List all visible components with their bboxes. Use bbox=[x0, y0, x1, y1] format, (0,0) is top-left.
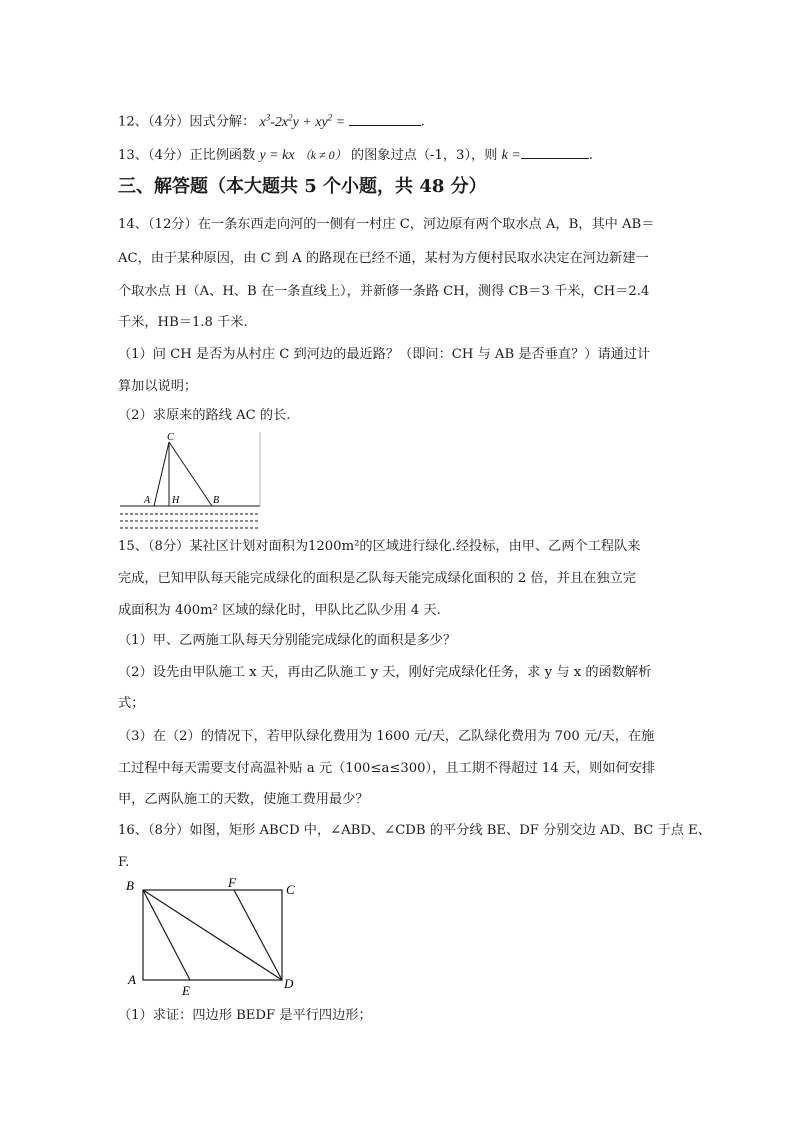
q14-line-3: 个取水点 H（A、H、B 在一条直线上），并新修一条路 CH，测得 CB＝3 千米，CH＝2.4 bbox=[118, 284, 650, 299]
q15-part-1: （1）甲、乙两施工队每天分别能完成绿化的面积是多少？ bbox=[118, 633, 457, 648]
label-B: B bbox=[213, 495, 220, 506]
label-C: C bbox=[167, 432, 174, 443]
q14-line-4: 千米，HB＝1.8 千米. bbox=[118, 315, 248, 330]
q13-number: 13、 bbox=[118, 148, 148, 163]
q13-answer-blank[interactable] bbox=[521, 145, 589, 159]
q15-part-3-b: 工过程中每天需要支付高温补贴 a 元（100≤a≤300），且工期不得超过 14 天，则如何安排 bbox=[118, 761, 656, 776]
q13-stem: 正比例函数 bbox=[189, 148, 256, 163]
q15-line-3: 成面积为 400m² 区域的绿化时，甲队比乙队少用 4 天. bbox=[118, 603, 441, 618]
q13-mid: 的图象过点（-1，3），则 bbox=[350, 148, 498, 163]
q12-score: （4分） bbox=[147, 114, 190, 130]
q16-line-2: F. bbox=[118, 855, 130, 870]
label-B: B bbox=[126, 878, 134, 893]
q15-line-2: 完成，已知甲队每天能完成绿化的面积是乙队每天能完成绿化面积的 2 倍，并且在独立完 bbox=[118, 571, 636, 586]
q12-number: 12、 bbox=[118, 114, 148, 130]
q15-line-1: 15、（8分）某社区计划对面积为1200m²的区域进行绿化.经投标，由甲、乙两个工程队来 bbox=[118, 539, 641, 554]
q12-expression: $x^3-2x^2y + xy^2$ = bbox=[259, 112, 349, 130]
q12-answer-blank[interactable] bbox=[349, 112, 421, 126]
q15-part-3-c: 甲，乙两队施工的天数，使施工费用最少？ bbox=[118, 792, 369, 807]
segment-DF bbox=[234, 890, 282, 980]
label-C: C bbox=[286, 882, 295, 897]
label-E: E bbox=[182, 983, 190, 998]
label-A: A bbox=[144, 495, 151, 506]
label-D: D bbox=[284, 976, 294, 991]
q12-stem: 因式分解： bbox=[189, 114, 256, 130]
q15-part-2-b: 式； bbox=[118, 696, 145, 711]
diagonal-BD bbox=[143, 890, 282, 980]
q14-part-1-b: 算加以说明； bbox=[118, 379, 198, 394]
segment-BE bbox=[143, 890, 190, 980]
q13-condition: （k ≠ 0） bbox=[298, 148, 347, 162]
q16-part-1: （1）求证：四边形 BEDF 是平行四边形； bbox=[118, 1008, 372, 1023]
q15-part-2-a: （2）设先由甲队施工 x 天，再由乙队施工 y 天，刚好完成绿化任务，求 y 与 x 的函数解析 bbox=[118, 665, 652, 680]
q14-part-2: （2）求原来的路线 AC 的长. bbox=[118, 408, 291, 423]
label-F: F bbox=[228, 875, 236, 890]
q15-part-3-a: （3）在（2）的情况下，若甲队绿化费用为 1600 元/天，乙队绿化费用为 700 元/天，在施 bbox=[118, 729, 655, 744]
q16-figure bbox=[118, 872, 308, 1000]
label-A: A bbox=[128, 972, 136, 987]
q14-line-2: AC，由于某种原因，由 C 到 A 的路现在已经不通，某村为方便村民取水决定在河边新建一 bbox=[118, 251, 649, 266]
section-3-heading: 三、解答题（本大题共 5 个小题，共 48 分） bbox=[118, 176, 487, 197]
label-H: H bbox=[172, 495, 180, 506]
q14-part-1-a: （1）问 CH 是否为从村庄 C 到河边的最近路？（即问：CH 与 AB 是否垂直？）请通过计 bbox=[118, 347, 651, 362]
q14-figure bbox=[112, 430, 267, 530]
q12-line: 12、（4分）因式分解： $x^3-2x^2y + xy^2$ = . bbox=[118, 112, 425, 130]
q14-line-1: 14、（12分）在一条东西走向河的一侧有一村庄 C，河边原有两个取水点 A，B，其中 AB＝ bbox=[118, 217, 655, 232]
q13-k-eq: k = bbox=[501, 148, 521, 163]
q13-function: y = kx bbox=[259, 148, 295, 163]
segment-CA bbox=[154, 442, 169, 506]
q13-line: 13、（4分）正比例函数 y = kx （k ≠ 0） 的图象过点（-1，3），则 k = . bbox=[118, 145, 593, 165]
q13-score: （4分） bbox=[147, 148, 190, 163]
q16-line-1: 16、（8分）如图，矩形 ABCD 中，∠ABD、∠CDB 的平分线 BE、DF 分别交边 AD、BC 于点 E、 bbox=[118, 823, 711, 838]
